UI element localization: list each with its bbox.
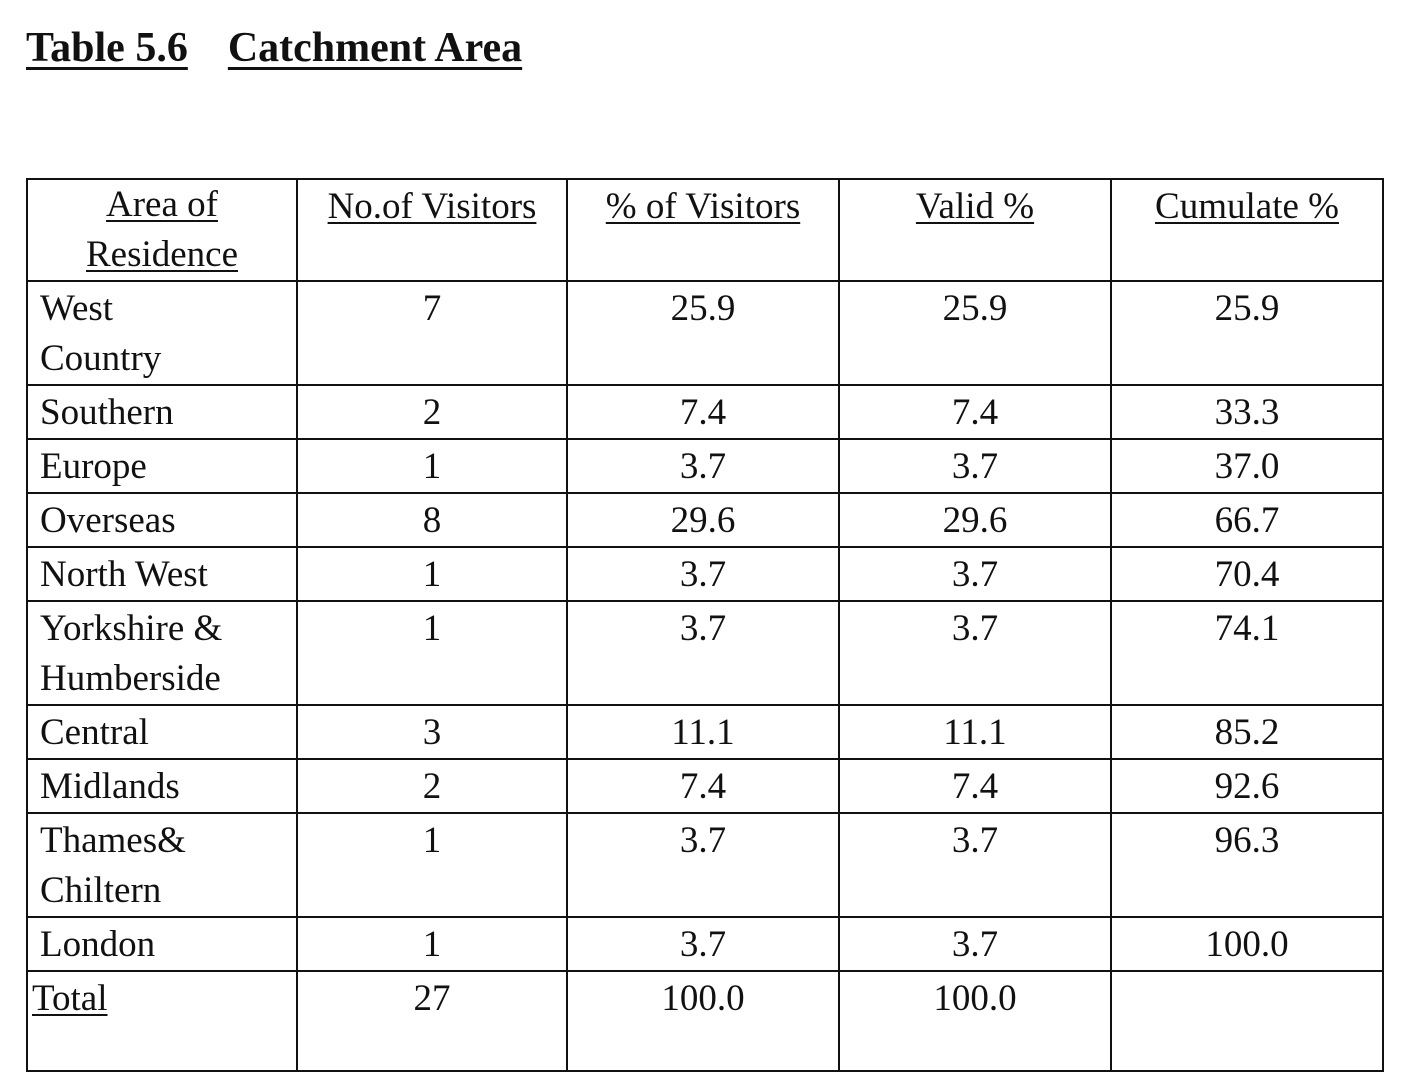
cell-cumulate: 70.4 xyxy=(1111,547,1383,601)
cell-visitors: 7 xyxy=(297,281,567,385)
cell-valid: 3.7 xyxy=(839,439,1111,493)
cell-area: Central xyxy=(27,705,297,759)
cell-valid: 25.9 xyxy=(839,281,1111,385)
cell-cumulate: 96.3 xyxy=(1111,813,1383,917)
table-row xyxy=(27,917,1383,971)
cell-cumulate: 74.1 xyxy=(1111,601,1383,705)
cell-valid: 11.1 xyxy=(839,705,1111,759)
cell-total-valid: 100.0 xyxy=(839,971,1111,1071)
cell-percent: 11.1 xyxy=(567,705,839,759)
table-row xyxy=(27,439,1383,493)
header-visitors: No.of Visitors xyxy=(297,179,567,281)
cell-area: Thames& Chiltern xyxy=(27,813,297,917)
cell-total-percent: 100.0 xyxy=(567,971,839,1071)
cell-visitors: 2 xyxy=(297,385,567,439)
cell-area: West Country xyxy=(27,281,297,385)
cell-visitors: 1 xyxy=(297,547,567,601)
header-percent: % of Visitors xyxy=(567,179,839,281)
cell-visitors: 1 xyxy=(297,439,567,493)
cell-visitors: 3 xyxy=(297,705,567,759)
table-row xyxy=(27,813,1383,917)
table-row xyxy=(27,493,1383,547)
cell-area: Europe xyxy=(27,439,297,493)
cell-cumulate: 85.2 xyxy=(1111,705,1383,759)
cell-valid: 7.4 xyxy=(839,385,1111,439)
cell-area: London xyxy=(27,917,297,971)
cell-percent: 29.6 xyxy=(567,493,839,547)
cell-percent: 3.7 xyxy=(567,917,839,971)
cell-cumulate: 66.7 xyxy=(1111,493,1383,547)
table-title: Catchment Area xyxy=(227,25,523,71)
cell-cumulate: 100.0 xyxy=(1111,917,1383,971)
cell-cumulate: 37.0 xyxy=(1111,439,1383,493)
table-row xyxy=(27,705,1383,759)
cell-cumulate: 92.6 xyxy=(1111,759,1383,813)
page-title xyxy=(26,24,522,72)
cell-valid: 3.7 xyxy=(839,813,1111,917)
table-row xyxy=(27,385,1383,439)
table-row xyxy=(27,601,1383,705)
table-row xyxy=(27,281,1383,385)
cell-percent: 3.7 xyxy=(567,547,839,601)
cell-percent: 3.7 xyxy=(567,813,839,917)
header-area: Area of Residence xyxy=(27,179,297,281)
table-row xyxy=(27,759,1383,813)
cell-cumulate: 33.3 xyxy=(1111,385,1383,439)
cell-valid: 3.7 xyxy=(839,601,1111,705)
cell-percent: 7.4 xyxy=(567,385,839,439)
header-valid: Valid % xyxy=(839,179,1111,281)
header-cumulate: Cumulate % xyxy=(1111,179,1383,281)
cell-area: Midlands xyxy=(27,759,297,813)
catchment-table xyxy=(26,178,1384,1072)
cell-valid: 3.7 xyxy=(839,547,1111,601)
total-row xyxy=(27,971,1383,1071)
cell-percent: 3.7 xyxy=(567,439,839,493)
cell-area: North West xyxy=(27,547,297,601)
cell-area: Yorkshire & Humberside xyxy=(27,601,297,705)
table-row xyxy=(27,547,1383,601)
cell-percent: 25.9 xyxy=(567,281,839,385)
cell-area: Southern xyxy=(27,385,297,439)
cell-cumulate: 25.9 xyxy=(1111,281,1383,385)
cell-visitors: 1 xyxy=(297,601,567,705)
cell-valid: 3.7 xyxy=(839,917,1111,971)
cell-total-label: Total xyxy=(27,971,297,1071)
header-row xyxy=(27,179,1383,281)
cell-total-visitors: 27 xyxy=(297,971,567,1071)
cell-valid: 29.6 xyxy=(839,493,1111,547)
cell-total-cumulate xyxy=(1111,971,1383,1071)
table-number: Table 5.6 xyxy=(26,25,188,71)
cell-visitors: 1 xyxy=(297,813,567,917)
cell-percent: 7.4 xyxy=(567,759,839,813)
cell-valid: 7.4 xyxy=(839,759,1111,813)
cell-visitors: 8 xyxy=(297,493,567,547)
cell-percent: 3.7 xyxy=(567,601,839,705)
cell-visitors: 1 xyxy=(297,917,567,971)
cell-visitors: 2 xyxy=(297,759,567,813)
cell-area: Overseas xyxy=(27,493,297,547)
